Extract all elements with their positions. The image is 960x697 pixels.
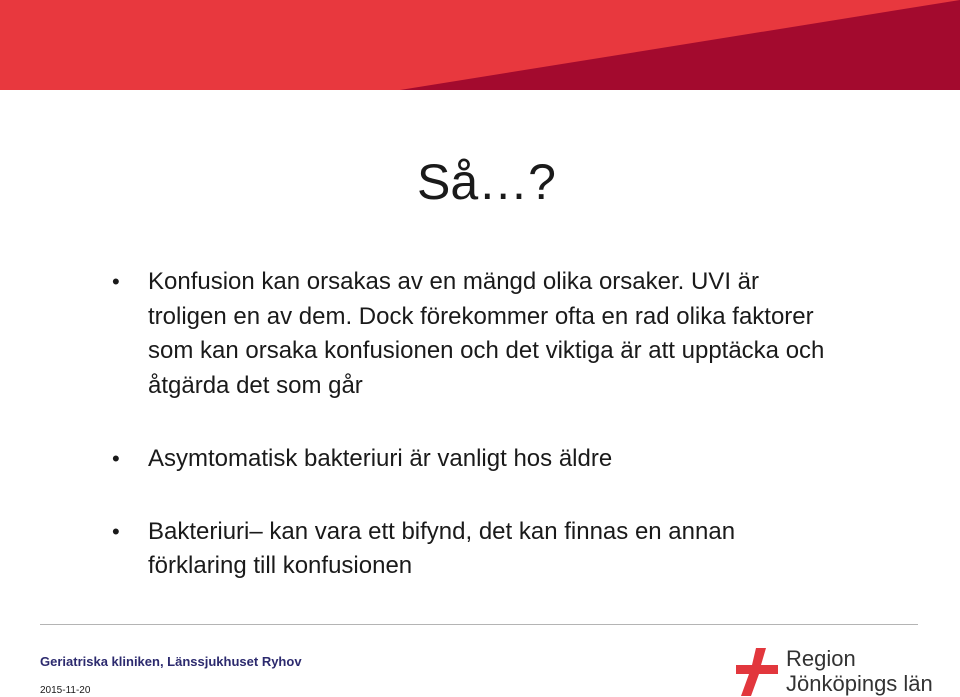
footer-date: 2015-11-20: [40, 685, 91, 696]
bullet-item: • Asymtomatisk bakteriuri är vanligt hos äldre: [112, 442, 832, 477]
footer-organization: Geriatriska kliniken, Länssjukhuset Ryhov: [40, 654, 302, 669]
slide-title: Så…?: [417, 154, 556, 210]
logo-text-region: Region: [786, 646, 856, 671]
bullet-item: • Konfusion kan orsakas av en mängd olika orsaker. UVI är troligen en av dem. Dock förekommer ofta en rad olika faktorer som kan orsaka konfusionen och det viktiga är att upptäcka och åtgärda det som går: [112, 265, 832, 403]
logo-cross-shape: [736, 648, 778, 696]
footer-divider: [40, 624, 918, 625]
bullet-item: • Bakteriuri– kan vara ett bifynd, det kan finnas en annan förklaring till konfusionen: [112, 515, 832, 584]
bullet-list: [112, 265, 832, 584]
logo-text-county: Jönköpings län: [786, 671, 933, 696]
header-banner: [0, 0, 960, 90]
